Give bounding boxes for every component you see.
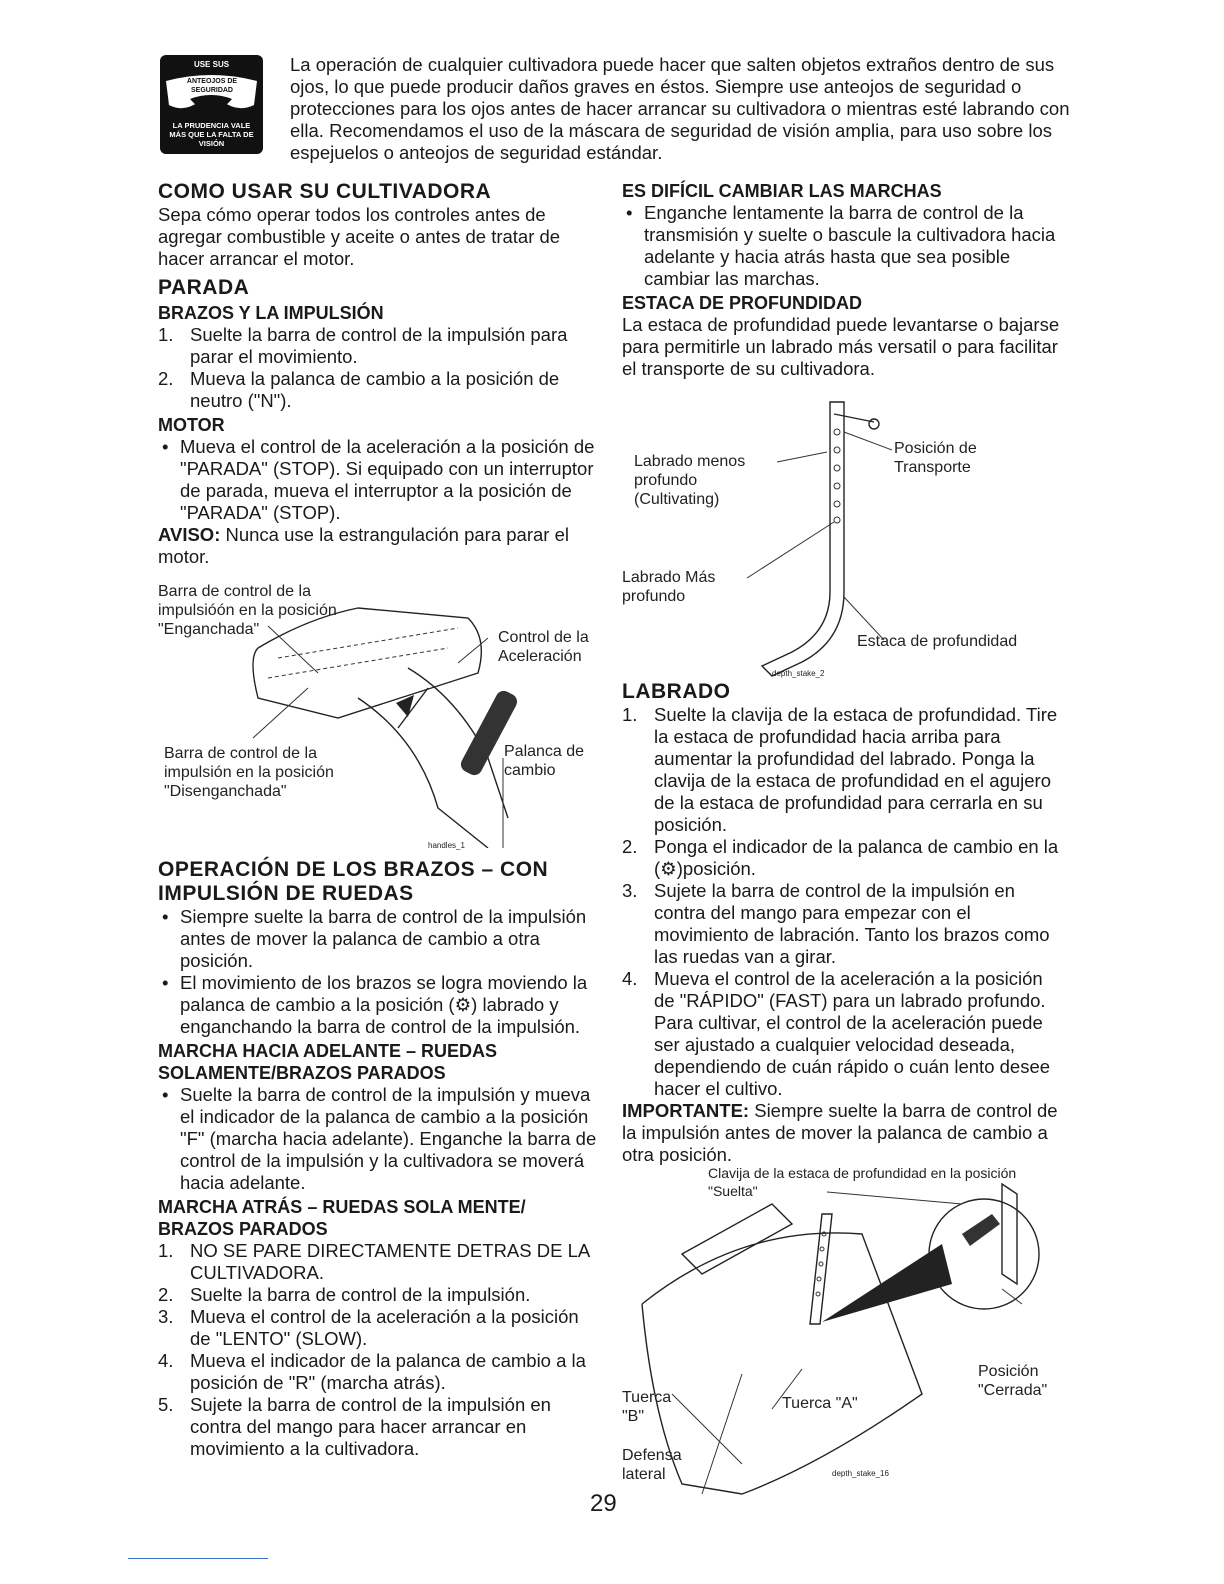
label-less-deep: Labrado menos profundo (Cultivating) xyxy=(634,453,746,508)
label-more-deep: Labrado Más profundo xyxy=(622,569,716,605)
list-item: • El movimiento de los brazos se logra moviendo la palanca de cambio a la posición (⚙) labrado y enganchando la barra de control de la impulsión. xyxy=(162,972,588,1037)
section-title-como-usar: COMO USAR SU CULTIVADORA xyxy=(158,180,492,203)
list-item: 4. Mueva el indicador de la palanca de cambio a la posición de "R" (marcha atrás). xyxy=(158,1350,586,1393)
section-title-parada: PARADA xyxy=(158,276,250,299)
list-item: 1. NO SE PARE DIRECTAMENTE DETRAS DE LA CULTIVADORA. xyxy=(158,1240,590,1283)
figure-handles xyxy=(158,578,598,848)
badge-top-text: USE SUS xyxy=(193,60,230,69)
list-item: 1. Suelte la clavija de la estaca de profundidad. Tire la estaca de profundidad hacia arriba para aumentar la profundidad del labrado. Ponga la clavija de la estaca de profundidad en el agujero de la estaca de profundidad para cerrarla en su posición. xyxy=(622,704,1058,835)
figure-code: depth_stake_2 xyxy=(772,669,825,678)
list-item: 4. Mueva el control de la aceleración a la posición de "RÁPIDO" (FAST) para un labrado profundo. Para cultivar, el control de la aceleración puede ser ajustado a cualquier velocidad deseada, dependiendo de cuán rápido o cuán lento desee hacer el cultivo. xyxy=(622,968,1051,1099)
list-item: 3. Mueva el control de la aceleración a la posición de "LENTO" (SLOW). xyxy=(158,1306,579,1349)
right-column-lower xyxy=(622,680,1062,1166)
label-pin-loose: Clavija de la estaca de profundidad en la posición "Suelta" xyxy=(708,1165,1017,1199)
section-title-labrado: LABRADO xyxy=(622,680,731,703)
label-disengaged-bar: Barra de control de la impulsión en la posición "Disenganchada" xyxy=(164,745,334,800)
subtitle-marcha-adelante: MARCHA HACIA ADELANTE – RUEDAS SOLAMENTE/BRAZOS PARADOS xyxy=(158,1041,498,1083)
subtitle-brazos: BRAZOS Y LA IMPULSIÓN xyxy=(158,303,384,323)
section-title-operacion: OPERACIÓN DE LOS BRAZOS – CON IMPULSIÓN DE RUEDAS xyxy=(158,858,549,905)
label-engaged-bar: Barra de control de la impulsióón en la posición "Enganchada" xyxy=(158,583,337,638)
subtitle-motor: MOTOR xyxy=(158,415,225,435)
list-item: • Suelte la barra de control de la impulsión y mueva el indicador de la palanca de cambio a la posición "F" (marcha hacia adelante). Enganche la barra de control de la impulsión y la cultivadora se moverá hacia adelante. xyxy=(162,1084,597,1193)
figure-depth-stake xyxy=(622,392,1062,682)
badge-mid-text: ANTEOJOS DE SEGURIDAD xyxy=(186,78,238,94)
subtitle-marcha-atras: MARCHA ATRÁS – RUEDAS SOLA MENTE/ BRAZOS PARADOS xyxy=(158,1197,526,1239)
right-column xyxy=(622,180,1062,380)
safety-goggles-badge xyxy=(160,55,263,154)
list-item: • Siempre suelte la barra de control de la impulsión antes de mover la palanca de cambio a otra posición. xyxy=(162,906,587,971)
list-item: 2. Suelte la barra de control de la impulsión. xyxy=(158,1284,531,1305)
subtitle-dificil: ES DIFÍCIL CAMBIAR LAS MARCHAS xyxy=(622,181,942,201)
importante-note: IMPORTANTE: Siempre suelte la barra de control de la impulsión antes de mover la palanca de cambio a otra posición. xyxy=(622,1100,1058,1165)
intro-warning: La operación de cualquier cultivadora puede hacer que salten objetos extraños dentro de sus ojos, lo que puede producir daños graves en éstos. Siempre use anteojos de seguridad o protecciones para los ojos antes de hacer arrancar su cultivadora o mientras esté labrando con ella. Recomendamos el uso de la máscara de seguridad de visión amplia, para uso sobre los espejuelos o anteojos de seguridad estándar. xyxy=(290,54,1070,163)
page-number: 29 xyxy=(590,1490,617,1517)
label-throttle: Control de la Aceleración xyxy=(498,629,589,665)
badge-bottom-text: LA PRUDENCIA VALE MÁS QUE LA FALTA DE VISIÓN xyxy=(169,121,254,148)
list-item: • Mueva el control de la aceleración a la posición de "PARADA" (STOP). Si equipado con un interruptor de parada, mueva el interruptor a la posición de "PARADA" (STOP). xyxy=(162,436,595,523)
left-column xyxy=(158,180,598,568)
label-shift-lever: Palanca de cambio xyxy=(504,743,585,779)
subtitle-estaca: ESTACA DE PROFUNDIDAD xyxy=(622,293,863,313)
como-usar-text: Sepa cómo operar todos los controles antes de agregar combustible y aceite o antes de tratar de hacer arrancar el motor. xyxy=(158,204,561,269)
aviso-note: AVISO: Nunca use la estrangulación para parar el motor. xyxy=(158,524,569,567)
list-item: 5. Sujete la barra de control de la impulsión en contra del mango para hacer arrancar en movimiento a la cultivadora. xyxy=(158,1394,551,1459)
left-column-lower xyxy=(158,858,598,1460)
footer-rule xyxy=(128,1558,268,1559)
estaca-text: La estaca de profundidad puede levantarse o bajarse para permitirle un labrado más versatil o para facilitar el transporte de su cultivadora. xyxy=(622,314,1060,379)
label-nut-b: Tuerca "B" xyxy=(622,1389,672,1425)
label-nut-a: Tuerca "A" xyxy=(782,1395,858,1412)
label-depth-stake: Estaca de profundidad xyxy=(857,633,1018,650)
label-side-shield: Defensa lateral xyxy=(622,1447,682,1483)
list-item: • Enganche lentamente la barra de control de la transmisión y suelte o bascule la cultivadora hacia adelante y hacia atrás hasta que sea posible cambiar las marchas. xyxy=(626,202,1056,289)
label-transport: Posición de Transporte xyxy=(894,440,977,476)
list-item: 2. Mueva la palanca de cambio a la posición de neutro ("N"). xyxy=(158,368,560,411)
figure-stake-pin xyxy=(622,1164,1062,1500)
list-item: 3. Sujete la barra de control de la impulsión en contra del mango para empezar con el movimiento de labración. Tanto los brazos como las ruedas van a girar. xyxy=(622,880,1050,967)
label-locked: Posición "Cerrada" xyxy=(978,1363,1048,1399)
list-item: 1. Suelte la barra de control de la impulsión para parar el movimiento. xyxy=(158,324,568,367)
figure-code: handles_1 xyxy=(428,841,465,850)
list-item: 2. Ponga el indicador de la palanca de cambio en la (⚙)posición. xyxy=(622,836,1059,879)
figure-code: depth_stake_16 xyxy=(832,1469,889,1478)
